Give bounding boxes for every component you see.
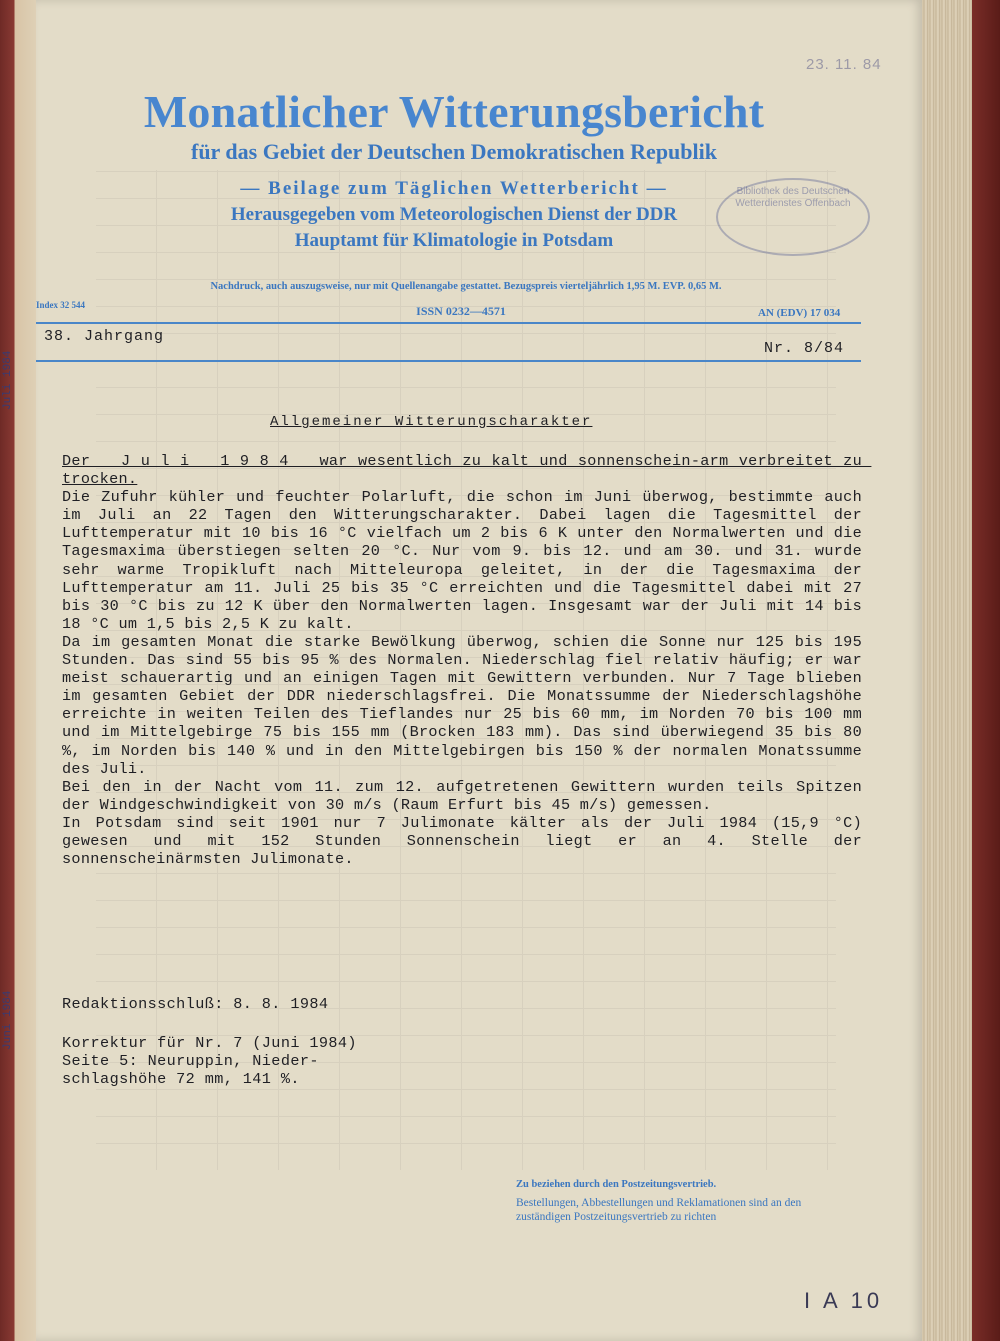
issn-number: ISSN 0232—4571 [416, 304, 506, 318]
index-number: Index 32 544 [36, 300, 86, 310]
publisher-line: Herausgegeben vom Meteorologischen Dienst der DDR [230, 204, 678, 225]
spine-label-top: Juli 1984 [2, 350, 14, 410]
an-edv-number: AN (EDV) 17 034 [758, 307, 841, 319]
binding-left [0, 0, 36, 1341]
publication-subtitle: für das Gebiet der Deutschen Demokratischen Republik [191, 139, 717, 164]
header-rule-top [36, 322, 861, 324]
section-title: Allgemeiner Witterungscharakter [270, 414, 593, 430]
document-page [36, 0, 924, 1341]
lead-sentence: Der J u l i 1 9 8 4 war wesentlich zu kalt und sonnenschein-arm verbreitet zu trocken. [62, 452, 872, 489]
subscription-text: Bestellungen, Abbestellungen und Reklamationen sind an den zuständigen Postzeitungsvertrieb zu richten [516, 1197, 802, 1223]
body-text [62, 452, 872, 869]
jahrgang: 38. Jahrgang [44, 328, 165, 345]
binding-right [972, 0, 1000, 1341]
issue-number: Nr. 8/84 [764, 340, 845, 357]
correction-note: Korrektur für Nr. 7 (Juni 1984) Seite 5: Neuruppin, Nieder- schlagshöhe 72 mm, 141 %. [62, 1034, 357, 1088]
reprint-notice: Nachdruck, auch auszugsweise, nur mit Quellenangabe gestattet. Bezugspreis vierteljährlich 1,95 M. EVP. 0,65 M. [210, 281, 722, 292]
subscription-heading: Zu beziehen durch den Postzeitungsvertrieb. [516, 1179, 717, 1190]
spine-label-bottom: Juni 1984 [2, 990, 14, 1050]
date-stamp: 23. 11. 84 [806, 56, 882, 73]
redaktion-date: Redaktionsschluß: 8. 8. 1984 [62, 995, 329, 1013]
body-paragraphs: Die Zufuhr kühler und feuchter Polarluft, die schon im Juni überwog, bestimmte auch im Juli an 22 Tagen den Witterungscharakter. Dabei lagen die Tagesmittel der Lufttemperatur mit 10 bis 16 °C vielfach um 2 bis 6 K unter den Normalwerten und die Tagesmaxima überstiegen selten 20 °C. Nur vom 9. bis 12. und am 30. und 31. wurde sehr warme Tropikluft nach Mitteleuropa geleitet, in der die Tagesmaxima der Lufttemperatur am 11. Juli 25 bis 35 °C erreichten und die Tagesmittel dabei mit 27 bis 30 °C bis zu 12 K über den Normalwerten lagen. Insgesamt war der Juli mit 14 bis 18 °C um 1,5 bis 2,5 K zu kalt. Da im gesamten Monat die starke Bewölkung überwog, schien die Sonne nur 125 bis 195 Stunden. Das sind 55 bis 95 % des Normalen. Niederschlag fiel relativ häufig; er war meist schauerartig und an einigen Tagen mit Gewittern verbunden. Nur 7 Tage blieben im gesamten Gebiet der DDR niederschlagsfrei. Die Monatssumme der Niederschlagshöhe erreichte in weiten Teilen des Tieflandes nur 25 bis 60 mm, im Norden 70 bis 100 mm und im Mittelgebirge 75 bis 155 mm (Brocken 183 mm). Das sind überwiegend 35 bis 80 %, im Norden bis 140 % und in den Mittelgebirgen bis 150 % der normalen Monatssumme des Juli. Bei den in der Nacht vom 11. zum 12. aufgetretenen Gewittern wurden teils Spitzen der Windgeschwindigkeit von 30 m/s (Raum Erfurt bis 45 m/s) gemessen. In Potsdam sind seit 1901 nur 7 Julimonate kälter als der Juli 1984 (15,9 °C) gewesen und mit 152 Stunden Sonnenschein liegt er an 4. Stelle der sonnenscheinärmsten Julimonate. [62, 488, 862, 869]
masthead [86, 86, 822, 254]
publication-title: Monatlicher Witterungsbericht [143, 86, 765, 137]
header-rule-bottom [36, 360, 861, 362]
library-stamp: Bibliothek des Deutschen Wetterdienstes Offenbach [716, 178, 870, 256]
office-line: Hauptamt für Klimatologie in Potsdam [294, 230, 614, 251]
beilage-line: — Beilage zum Täglichen Wetterbericht — [240, 178, 668, 199]
subscription-note [516, 1178, 846, 1224]
shelf-mark: I A 10 [804, 1288, 884, 1313]
